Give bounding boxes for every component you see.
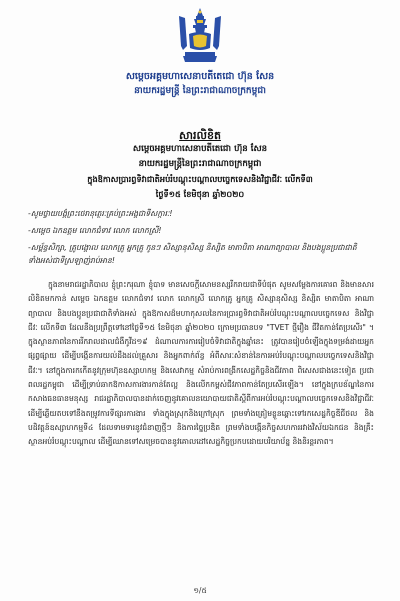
greeting-line: -សម្ដេច ឯកឧត្តម លោកជំទាវ លោក លោកស្រី! <box>28 226 162 235</box>
title-author: សម្ដេចអគ្គមហាសេនាបតីតេជោ ហ៊ុន សែន <box>132 144 268 154</box>
greeting-line: -សម្ព័ន្ធសិក្សា, គ្រូបង្គោល លោកគ្រូ អ្នកគ្រូ កូនៗ សិស្សានុសិស្ស និស្សិត មាតាបិតា អាណាព្យាបាល និងបងប្អូនប្រជាជាតិ <box>28 243 357 252</box>
body-paragraph: ក្នុងនាមរាជរដ្ឋាភិបាល ខ្ញុំព្រះករុណា ខ្ញុំបាទ មានសេចក្តីសោមនស្សរីករាយជាទីបំផុត សូមសម្ដែងការគោរព និងមានសារលិខិតមកកាន់ សម្ដេច ឯកឧត្តម លោកជំទាវ លោក លោកស្រី លោកគ្រូ អ្នកគ្រូ សិស្សានុសិស្ស និស្សិត មាតាបិតា អាណាព្យាបាល និងបងប្អូនប្រជាជាតិទាំងអស់ ក្នុងឱកាសដ៏មហាកុសលនៃការប្រារព្ធទិវាជាតិអប់រំបណ្ដុះបណ្ដាលបច្ចេកទេស និងវិជ្ជាជីវៈ លើកទី៣ ដែលនឹងប្រព្រឹត្តទៅនៅថ្ងៃទី១៥ ខែមិថុនា ឆ្នាំ២០២០ ក្រោមប្រធានបទ "TVET ថ្មីរឿង ជីវិតកាន់តែប្រសើរ" ។ ក្នុងស្ថានភាពនៃការរីករាលដាលជំងឺកូវីដ១៩ ដំណាលការការរៀបចំទិវាជាតិក្នុងឆ្នាំនេះ ត្រូវបានរៀបចំឡើងក្នុងទម្រង់ដាយអ្នកផ្សព្វផ្សាយ ដើម្បីបង្កើនការយល់ដឹងដល់គ្រួសារ និងអ្នកពាក់ព័ន្ធ អំពីសារៈសំខាន់នៃការអប់រំបណ្តុះបណ្តាលបច្ចេកទេសនិងវិជ្ជាជីវៈ។ នៅក្នុងការកកើតនូវក្រុមហ៊ុនឧស្សាហកម្ម និងសេវាកម្ម សំរាប់ការពង្រីកសេដ្ឋកិច្ចនិងជីវភាព ពិសេសជាងនេះទៀត ប្រជាពលរដ្ឋកម្ពុជា ដើម្បីទ្រាប់ឆាកឱកាសការងារកាន់តែល្អ និងលើកកម្ពស់ជីវភាពកាន់តែប្រសើរឡើង។ នៅក្នុងក្របខ័ណ្ឌនៃការកសាងធនធានមនុស្ស រាជរដ្ឋាភិបាលបានដាក់ចេញនូវគោលនយោបាយជាតិស្តីពីការអប់រំបណ្តុះបណ្តាលបច្ចេកទេសនិងវិជ្ជាជីវៈ ដើម្បីឆ្លើយតបទៅនឹងតម្រូវការទីផ្សារការងារ ទាំងក្នុងស្រុកនិងក្រៅស្រុក ព្រមទាំងត្រៀមខ្លួនឆ្ពោះទៅរកសេដ្ឋកិច្ចឌីជីថល និងបដិវត្តន៍ឧស្សាហកម្មទី៤ ដែលទាមទារនូវជំនាញថ្មីៗ និងការច្នៃប្រឌិត ព្រមទាំងបង្កើនកិច្ចសហការរវាងវិស័យឯកជន និងគ្រឹះស្ថានអប់រំបណ្តុះបណ្តាល ដើម្បីឈានទៅសម្រេចបាននូវគោលដៅសេដ្ឋកិច្ចប្រកបដោយបរិយាប័ន្ន និងនិរន្តរភាព។ <box>28 280 374 447</box>
title-date: ថ្ងៃទី១៥ ខែមិថុនា ឆ្នាំ២០២០ <box>155 189 245 199</box>
page-number: ១/៥ <box>193 586 207 595</box>
title-position: នាយករដ្ឋមន្ត្រីនៃព្រះរាជាណាចក្រកម្ពុជា <box>138 159 262 169</box>
header-government-line: នាយករដ្ឋមន្ត្រី នៃព្រះរាជាណាចក្រកម្ពុជា <box>134 86 266 96</box>
title-occasion: ក្នុងឱកាសប្រារព្ធទិវាជាតិអប់រំបណ្តុះបណ្តាលបច្ចេកទេសនិងវិជ្ជាជីវៈ លើកទី៣ <box>87 174 313 184</box>
header-office-line: សម្ដេចអគ្គមហាសេនាបតីតេជោ ហ៊ុន សែន <box>125 71 275 82</box>
royal-emblem-icon <box>173 6 227 64</box>
greeting-line: ទាំងអស់ជាទីស្រឡាញ់រាប់អាន! <box>28 256 115 265</box>
greeting-line: -សូមថ្វាយបង្គំព្រះថេរានុត្ថេរៈគ្រប់ព្រះអង្គជាទីសក្ការៈ! <box>28 209 173 218</box>
document-title: សារលិខិត <box>179 129 221 142</box>
